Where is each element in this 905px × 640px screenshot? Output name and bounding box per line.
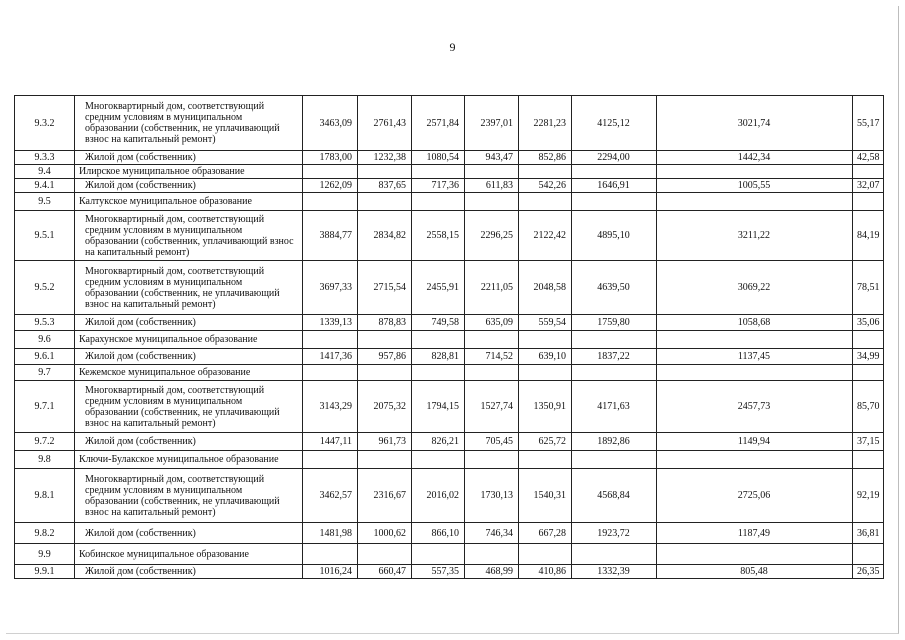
value-cell: 3143,29	[303, 381, 358, 433]
value-cell: 3211,22	[657, 211, 853, 261]
row-description: Жилой дом (собственник)	[75, 433, 303, 451]
value-cell: 625,72	[519, 433, 572, 451]
row-code: 9.5	[15, 193, 75, 211]
value-cell: 2558,15	[412, 211, 465, 261]
value-cell: 749,58	[412, 315, 465, 331]
value-cell: 1137,45	[657, 349, 853, 365]
row-code: 9.8.1	[15, 469, 75, 523]
value-cell: 2281,23	[519, 96, 572, 151]
value-cell: 35,06	[853, 315, 884, 331]
row-description: Жилой дом (собственник)	[75, 179, 303, 193]
value-cell: 705,45	[465, 433, 519, 451]
table-row	[15, 523, 884, 544]
row-code: 9.4.1	[15, 179, 75, 193]
value-cell: 1481,98	[303, 523, 358, 544]
table-row	[15, 96, 884, 151]
section-title: Карахунское муниципальное образование	[75, 331, 303, 349]
value-cell: 878,83	[358, 315, 412, 331]
value-cell: 78,51	[853, 261, 884, 315]
value-cell: 3462,57	[303, 469, 358, 523]
value-cell: 84,19	[853, 211, 884, 261]
value-cell: 542,26	[519, 179, 572, 193]
value-cell: 1730,13	[465, 469, 519, 523]
value-cell: 34,99	[853, 349, 884, 365]
value-cell: 2455,91	[412, 261, 465, 315]
page-number: 9	[449, 40, 456, 54]
table-row	[15, 211, 884, 261]
value-cell: 26,35	[853, 565, 884, 579]
table-row	[15, 315, 884, 331]
row-code: 9.7.2	[15, 433, 75, 451]
value-cell: 1417,36	[303, 349, 358, 365]
row-code: 9.3.2	[15, 96, 75, 151]
value-cell: 410,86	[519, 565, 572, 579]
value-cell: 1540,31	[519, 469, 572, 523]
row-code: 9.5.1	[15, 211, 75, 261]
value-cell: 1350,91	[519, 381, 572, 433]
value-cell: 4125,12	[572, 96, 657, 151]
value-cell: 2294,00	[572, 151, 657, 165]
value-cell: 1058,68	[657, 315, 853, 331]
row-description: Многоквартирный дом, соответствующий средним условиям в муниципальном образовании (собственник, не уплачивающий взнос на капитальный ремонт)	[75, 469, 303, 523]
value-cell: 37,15	[853, 433, 884, 451]
row-description: Многоквартирный дом, соответствующий средним условиям в муниципальном образовании (собственник, не уплачивающий взнос на капитальный ремонт)	[75, 96, 303, 151]
section-title: Кежемское муниципальное образование	[75, 365, 303, 381]
value-cell: 714,52	[465, 349, 519, 365]
value-cell: 4568,84	[572, 469, 657, 523]
value-cell: 837,65	[358, 179, 412, 193]
value-cell: 961,73	[358, 433, 412, 451]
value-cell: 746,34	[465, 523, 519, 544]
row-description: Жилой дом (собственник)	[75, 151, 303, 165]
value-cell: 2571,84	[412, 96, 465, 151]
row-code: 9.5.3	[15, 315, 75, 331]
value-cell: 1442,34	[657, 151, 853, 165]
value-cell: 717,36	[412, 179, 465, 193]
row-code: 9.8	[15, 451, 75, 469]
value-cell: 1080,54	[412, 151, 465, 165]
value-cell: 1923,72	[572, 523, 657, 544]
row-code: 9.6.1	[15, 349, 75, 365]
value-cell: 4639,50	[572, 261, 657, 315]
value-cell: 826,21	[412, 433, 465, 451]
value-cell: 42,58	[853, 151, 884, 165]
value-cell: 667,28	[519, 523, 572, 544]
value-cell: 2122,42	[519, 211, 572, 261]
value-cell: 92,19	[853, 469, 884, 523]
value-cell: 2016,02	[412, 469, 465, 523]
table-row	[15, 179, 884, 193]
value-cell: 2761,43	[358, 96, 412, 151]
value-cell: 559,54	[519, 315, 572, 331]
section-row	[15, 193, 884, 211]
value-cell: 866,10	[412, 523, 465, 544]
row-code: 9.7.1	[15, 381, 75, 433]
value-cell: 3697,33	[303, 261, 358, 315]
value-cell: 1759,80	[572, 315, 657, 331]
value-cell: 2075,32	[358, 381, 412, 433]
value-cell: 1149,94	[657, 433, 853, 451]
row-code: 9.9.1	[15, 565, 75, 579]
value-cell: 1232,38	[358, 151, 412, 165]
value-cell: 660,47	[358, 565, 412, 579]
value-cell: 3021,74	[657, 96, 853, 151]
table-row	[15, 261, 884, 315]
value-cell: 4895,10	[572, 211, 657, 261]
section-row	[15, 165, 884, 179]
value-cell: 1005,55	[657, 179, 853, 193]
row-code: 9.3.3	[15, 151, 75, 165]
value-cell: 2048,58	[519, 261, 572, 315]
value-cell: 85,70	[853, 381, 884, 433]
row-description: Многоквартирный дом, соответствующий средним условиям в муниципальном образовании (собственник, уплачивающий взнос на капитальный ремонт)	[75, 211, 303, 261]
value-cell: 55,17	[853, 96, 884, 151]
value-cell: 1339,13	[303, 315, 358, 331]
row-description: Многоквартирный дом, соответствующий средним условиям в муниципальном образовании (собственник, не уплачивающий взнос на капитальный ремонт)	[75, 381, 303, 433]
value-cell: 1646,91	[572, 179, 657, 193]
value-cell: 3463,09	[303, 96, 358, 151]
value-cell: 828,81	[412, 349, 465, 365]
table-row	[15, 349, 884, 365]
value-cell: 1187,49	[657, 523, 853, 544]
section-title: Кобинское муниципальное образование	[75, 544, 303, 565]
value-cell: 4171,63	[572, 381, 657, 433]
row-code: 9.4	[15, 165, 75, 179]
value-cell: 852,86	[519, 151, 572, 165]
section-row	[15, 365, 884, 381]
value-cell: 2715,54	[358, 261, 412, 315]
value-cell: 1000,62	[358, 523, 412, 544]
value-cell: 1794,15	[412, 381, 465, 433]
value-cell: 3884,77	[303, 211, 358, 261]
row-code: 9.6	[15, 331, 75, 349]
section-title: Илирское муниципальное образование	[75, 165, 303, 179]
row-description: Жилой дом (собственник)	[75, 523, 303, 544]
value-cell: 957,86	[358, 349, 412, 365]
row-code: 9.8.2	[15, 523, 75, 544]
value-cell: 3069,22	[657, 261, 853, 315]
table-row	[15, 469, 884, 523]
value-cell: 1892,86	[572, 433, 657, 451]
value-cell: 1016,24	[303, 565, 358, 579]
row-code: 9.7	[15, 365, 75, 381]
table-row	[15, 381, 884, 433]
value-cell: 2457,73	[657, 381, 853, 433]
value-cell: 2296,25	[465, 211, 519, 261]
value-cell: 611,83	[465, 179, 519, 193]
value-cell: 1783,00	[303, 151, 358, 165]
value-cell: 1527,74	[465, 381, 519, 433]
value-cell: 2834,82	[358, 211, 412, 261]
row-code: 9.9	[15, 544, 75, 565]
row-code: 9.5.2	[15, 261, 75, 315]
value-cell: 635,09	[465, 315, 519, 331]
table-row	[15, 565, 884, 579]
row-description: Жилой дом (собственник)	[75, 315, 303, 331]
value-cell: 2316,67	[358, 469, 412, 523]
value-cell: 943,47	[465, 151, 519, 165]
section-title: Калтукское муниципальное образование	[75, 193, 303, 211]
row-description: Жилой дом (собственник)	[75, 349, 303, 365]
value-cell: 2211,05	[465, 261, 519, 315]
value-cell: 36,81	[853, 523, 884, 544]
value-cell: 639,10	[519, 349, 572, 365]
value-cell: 2397,01	[465, 96, 519, 151]
value-cell: 805,48	[657, 565, 853, 579]
section-row	[15, 451, 884, 469]
value-cell: 1262,09	[303, 179, 358, 193]
section-row	[15, 331, 884, 349]
value-cell: 557,35	[412, 565, 465, 579]
value-cell: 2725,06	[657, 469, 853, 523]
value-cell: 1332,39	[572, 565, 657, 579]
section-row	[15, 544, 884, 565]
value-cell: 32,07	[853, 179, 884, 193]
table-row	[15, 433, 884, 451]
row-description: Многоквартирный дом, соответствующий средним условиям в муниципальном образовании (собственник, не уплачивающий взнос на капитальный ремонт)	[75, 261, 303, 315]
tariff-table	[14, 95, 884, 579]
value-cell: 1837,22	[572, 349, 657, 365]
value-cell: 468,99	[465, 565, 519, 579]
row-description: Жилой дом (собственник)	[75, 565, 303, 579]
section-title: Ключи-Булакское муниципальное образование	[75, 451, 303, 469]
table-row	[15, 151, 884, 165]
value-cell: 1447,11	[303, 433, 358, 451]
